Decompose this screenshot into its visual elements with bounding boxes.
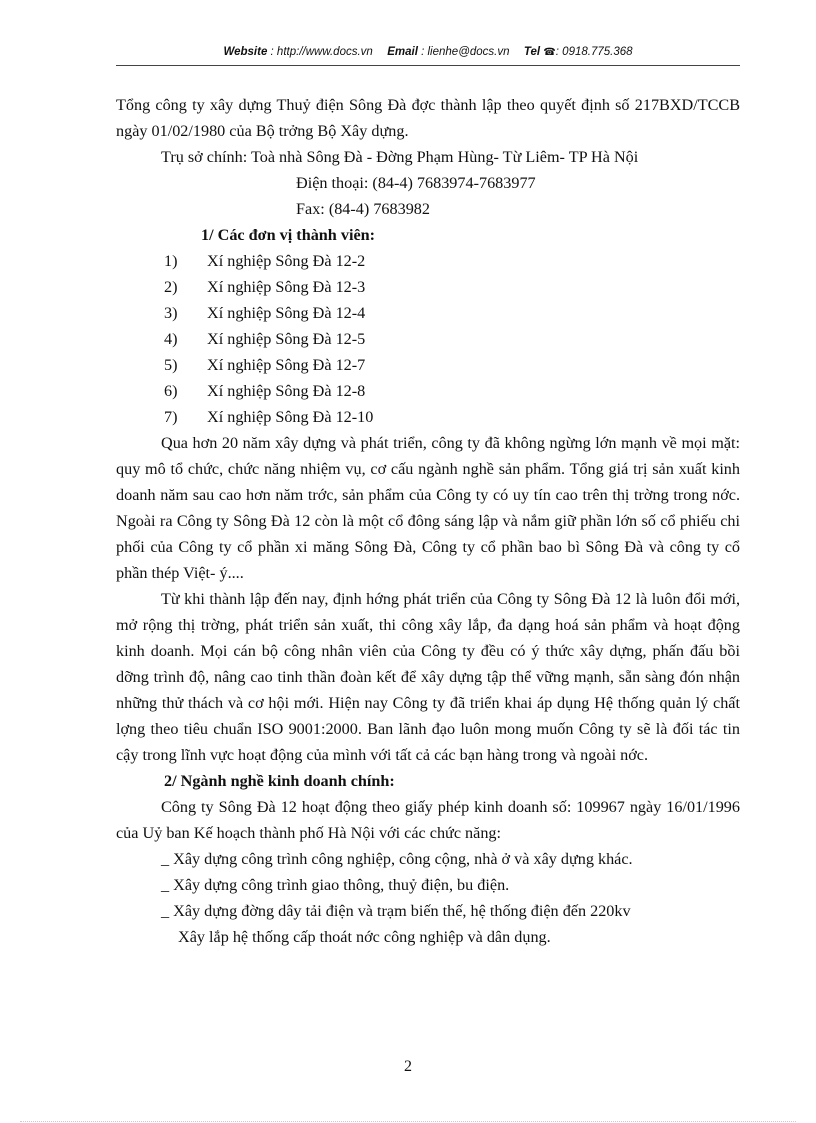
email-label: Email xyxy=(387,46,418,58)
page-header xyxy=(116,46,740,58)
fax-line: Fax: (84-4) 7683982 xyxy=(296,200,430,218)
development-paragraph: Từ khi thành lập đến nay, định hớng phát triển của Công ty Sông Đà 12 là luôn đổi mới, mở rộng thị trờng, phát triển sản xuất, thi công xây lắp, đa dạng hoá sản phẩm và hoạt động kinh doanh. Mọi cán bộ công nhân viên của Công ty đều có ý thức xây dựng, phấn đấu bồi dỡng trình độ, nâng cao tinh thần đoàn kết để xây dựng tập thể vững mạnh, sẵn sàng đón nhận những thử thách và cơ hội mới. Hiện nay Công ty đã triển khai áp dụng Hệ thống quản lý chất lợng theo tiêu chuẩn ISO 9001:2000. Ban lãnh đạo luôn mong muốn Công ty sẽ là đối tác tin cậy trong lĩnh vực hoạt động của mình với tất cả các bạn hàng trong và ngoài nớc. xyxy=(116,590,740,764)
function-item: _ Xây dựng công trình công nghiệp, công cộng, nhà ở và xây dựng khác. xyxy=(161,850,633,868)
list-item: 6) Xí nghiệp Sông Đà 12-8 xyxy=(164,382,366,400)
document-body xyxy=(116,92,740,950)
header-rule xyxy=(116,65,740,66)
tel-label: Tel xyxy=(523,46,541,58)
list-item: 3) Xí nghiệp Sông Đà 12-4 xyxy=(164,304,366,322)
headquarters-paragraph: Trụ sở chính: Toà nhà Sông Đà - Đờng Phạm Hùng- Từ Liêm- TP Hà Nội xyxy=(161,148,639,166)
telephone-icon: ☎ xyxy=(543,47,556,58)
section2-heading: 2/ Ngành nghề kinh doanh chính: xyxy=(164,772,395,790)
website-label: Website xyxy=(223,46,268,58)
phone-line: Điện thoại: (84-4) 7683974-7683977 xyxy=(296,174,536,192)
list-item: 7) Xí nghiệp Sông Đà 12-10 xyxy=(164,408,374,426)
email-value: : lienhe@docs.vn xyxy=(421,46,510,58)
growth-paragraph: Qua hơn 20 năm xây dựng và phát triển, công ty đã không ngừng lớn mạnh về mọi mặt: quy mô tổ chức, chức năng nhiệm vụ, cơ cấu ngành nghề sản phẩm. Tổng giá trị sản xuất kinh doanh năm sau cao hơn năm trớc, sản phẩm của Công ty có uy tín cao trên thị trờng trong nớc. Ngoài ra Công ty Sông Đà 12 còn là một cổ đông sáng lập và nắm giữ phần lớn số cổ phiếu chi phối của Công ty cổ phần xi măng Sông Đà, Công ty cổ phần bao bì Sông Đà và công ty cổ phần thép Việt- ý.... xyxy=(116,434,740,582)
list-item: 4) Xí nghiệp Sông Đà 12-5 xyxy=(164,330,366,348)
page-number: 2 xyxy=(404,1058,412,1075)
function-item: _ Xây dựng đờng dây tải điện và trạm biến thế, hệ thống điện đến 220kv xyxy=(161,902,631,920)
license-paragraph: Công ty Sông Đà 12 hoạt động theo giấy phép kinh doanh số: 109967 ngày 16/01/1996 của Uỷ ban Kế hoạch thành phố Hà Nội với các chức năng: xyxy=(116,798,740,842)
function-item: _ Xây dựng công trình giao thông, thuỷ điện, bu điện. xyxy=(161,876,510,894)
intro-paragraph: Tổng công ty xây dựng Thuỷ điện Sông Đà đợc thành lập theo quyết định số 217BXD/TCCB ngày 01/02/1980 của Bộ trởng Bộ Xây dựng. xyxy=(116,96,740,140)
list-item: 2) Xí nghiệp Sông Đà 12-3 xyxy=(164,278,366,296)
website-value: : http://www.docs.vn xyxy=(270,46,373,58)
page-bottom-divider xyxy=(20,1121,796,1122)
tel-value: : 0918.775.368 xyxy=(555,46,633,58)
list-item: 5) Xí nghiệp Sông Đà 12-7 xyxy=(164,356,366,374)
function-item: Xây lắp hệ thống cấp thoát nớc công nghiệp và dân dụng. xyxy=(178,928,551,946)
member-list xyxy=(116,248,740,430)
list-item: 1) Xí nghiệp Sông Đà 12-2 xyxy=(164,252,366,270)
section1-heading: 1/ Các đơn vị thành viên: xyxy=(201,226,376,244)
